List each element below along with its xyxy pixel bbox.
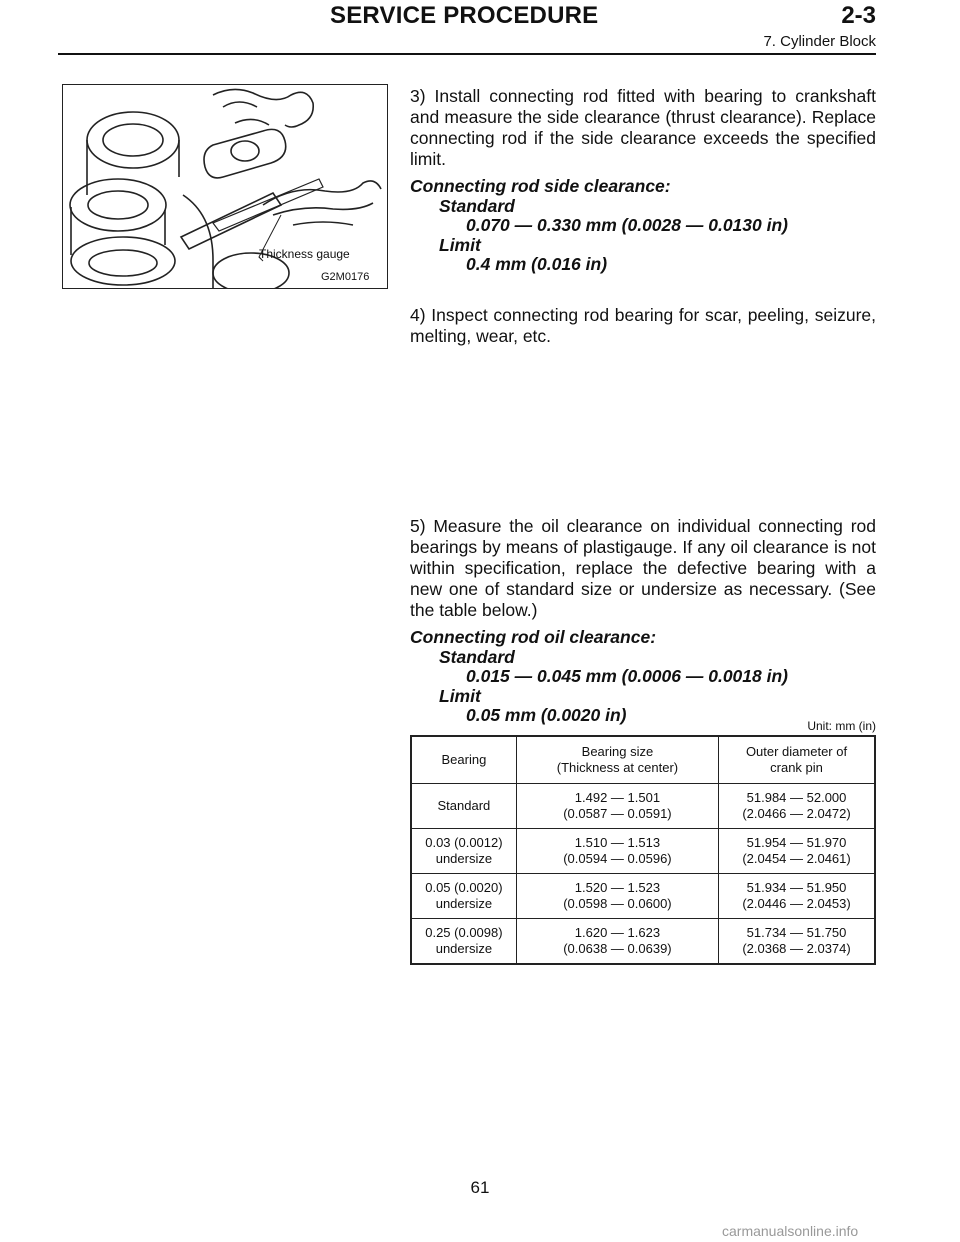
table-cell: 0.25 (0.0098) undersize bbox=[411, 919, 516, 965]
table-cell: 51.984 — 52.000 (2.0466 — 2.0472) bbox=[719, 784, 875, 829]
standard-value: 0.015 — 0.045 mm (0.0006 — 0.0018 in) bbox=[466, 666, 788, 686]
step-5-block bbox=[410, 516, 876, 726]
table-cell: 51.954 — 51.970 (2.0454 — 2.0461) bbox=[719, 829, 875, 874]
spec-title: Connecting rod oil clearance: bbox=[410, 627, 657, 647]
table-cell: 1.510 — 1.513 (0.0594 — 0.0596) bbox=[516, 829, 718, 874]
figure-id-label: G2M0176 bbox=[321, 271, 370, 283]
standard-label: Standard bbox=[439, 195, 515, 216]
step-4-block bbox=[410, 305, 876, 347]
table-header-cell: Bearing bbox=[411, 736, 516, 784]
limit-value: 0.05 mm (0.0020 in) bbox=[466, 705, 627, 725]
table-header-cell: Bearing size (Thickness at center) bbox=[516, 736, 718, 784]
limit-label: Limit bbox=[439, 234, 481, 255]
table-cell: 1.492 — 1.501 (0.0587 — 0.0591) bbox=[516, 784, 718, 829]
table-cell: 51.934 — 51.950 (2.0446 — 2.0453) bbox=[719, 874, 875, 919]
step-5-text: 5) Measure the oil clearance on individual connecting rod bearings by means of plastigauge. If any oil clearance is not within specification, replace the defective bearing with a new one of standard size or undersize as necessary. (See the table below.) bbox=[410, 516, 876, 620]
thickness-gauge-figure bbox=[62, 84, 388, 289]
table-header-cell: Outer diameter of crank pin bbox=[719, 736, 875, 784]
side-clearance-spec bbox=[410, 177, 876, 275]
oil-clearance-spec bbox=[410, 628, 876, 726]
bearing-size-table bbox=[410, 735, 876, 965]
table-cell: 0.05 (0.0020) undersize bbox=[411, 874, 516, 919]
table-header-row bbox=[411, 736, 875, 784]
step-3-block bbox=[410, 86, 876, 275]
step-4-text: 4) Inspect connecting rod bearing for scar, peeling, seizure, melting, wear, etc. bbox=[410, 305, 876, 346]
table-cell: 0.03 (0.0012) undersize bbox=[411, 829, 516, 874]
standard-value: 0.070 — 0.330 mm (0.0028 — 0.0130 in) bbox=[466, 215, 788, 235]
figure-callout: Thickness gauge bbox=[259, 247, 350, 261]
table-unit-note: Unit: mm (in) bbox=[807, 719, 876, 733]
step-3-text: 3) Install connecting rod fitted with bearing to crankshaft and measure the side clearance (thrust clearance). Replace connecting rod if the side clearance exceeds the specified limit. bbox=[410, 86, 876, 169]
watermark: carmanualsonline.info bbox=[722, 1223, 859, 1239]
table-row bbox=[411, 919, 875, 965]
section-subtitle: 7. Cylinder Block bbox=[763, 33, 876, 50]
spec-title: Connecting rod side clearance: bbox=[410, 176, 671, 196]
page-number: 61 bbox=[470, 1178, 490, 1197]
table-row bbox=[411, 784, 875, 829]
standard-label: Standard bbox=[439, 646, 515, 667]
page-title: SERVICE PROCEDURE bbox=[330, 2, 599, 29]
table-row bbox=[411, 829, 875, 874]
table-cell: 1.620 — 1.623 (0.0638 — 0.0639) bbox=[516, 919, 718, 965]
table-row bbox=[411, 874, 875, 919]
limit-label: Limit bbox=[439, 685, 481, 706]
limit-value: 0.4 mm (0.016 in) bbox=[466, 254, 608, 274]
section-number: 2-3 bbox=[841, 2, 876, 29]
table-cell: 1.520 — 1.523 (0.0598 — 0.0600) bbox=[516, 874, 718, 919]
header-rule bbox=[58, 53, 876, 55]
table-cell: 51.734 — 51.750 (2.0368 — 2.0374) bbox=[719, 919, 875, 965]
table-cell: Standard bbox=[411, 784, 516, 829]
